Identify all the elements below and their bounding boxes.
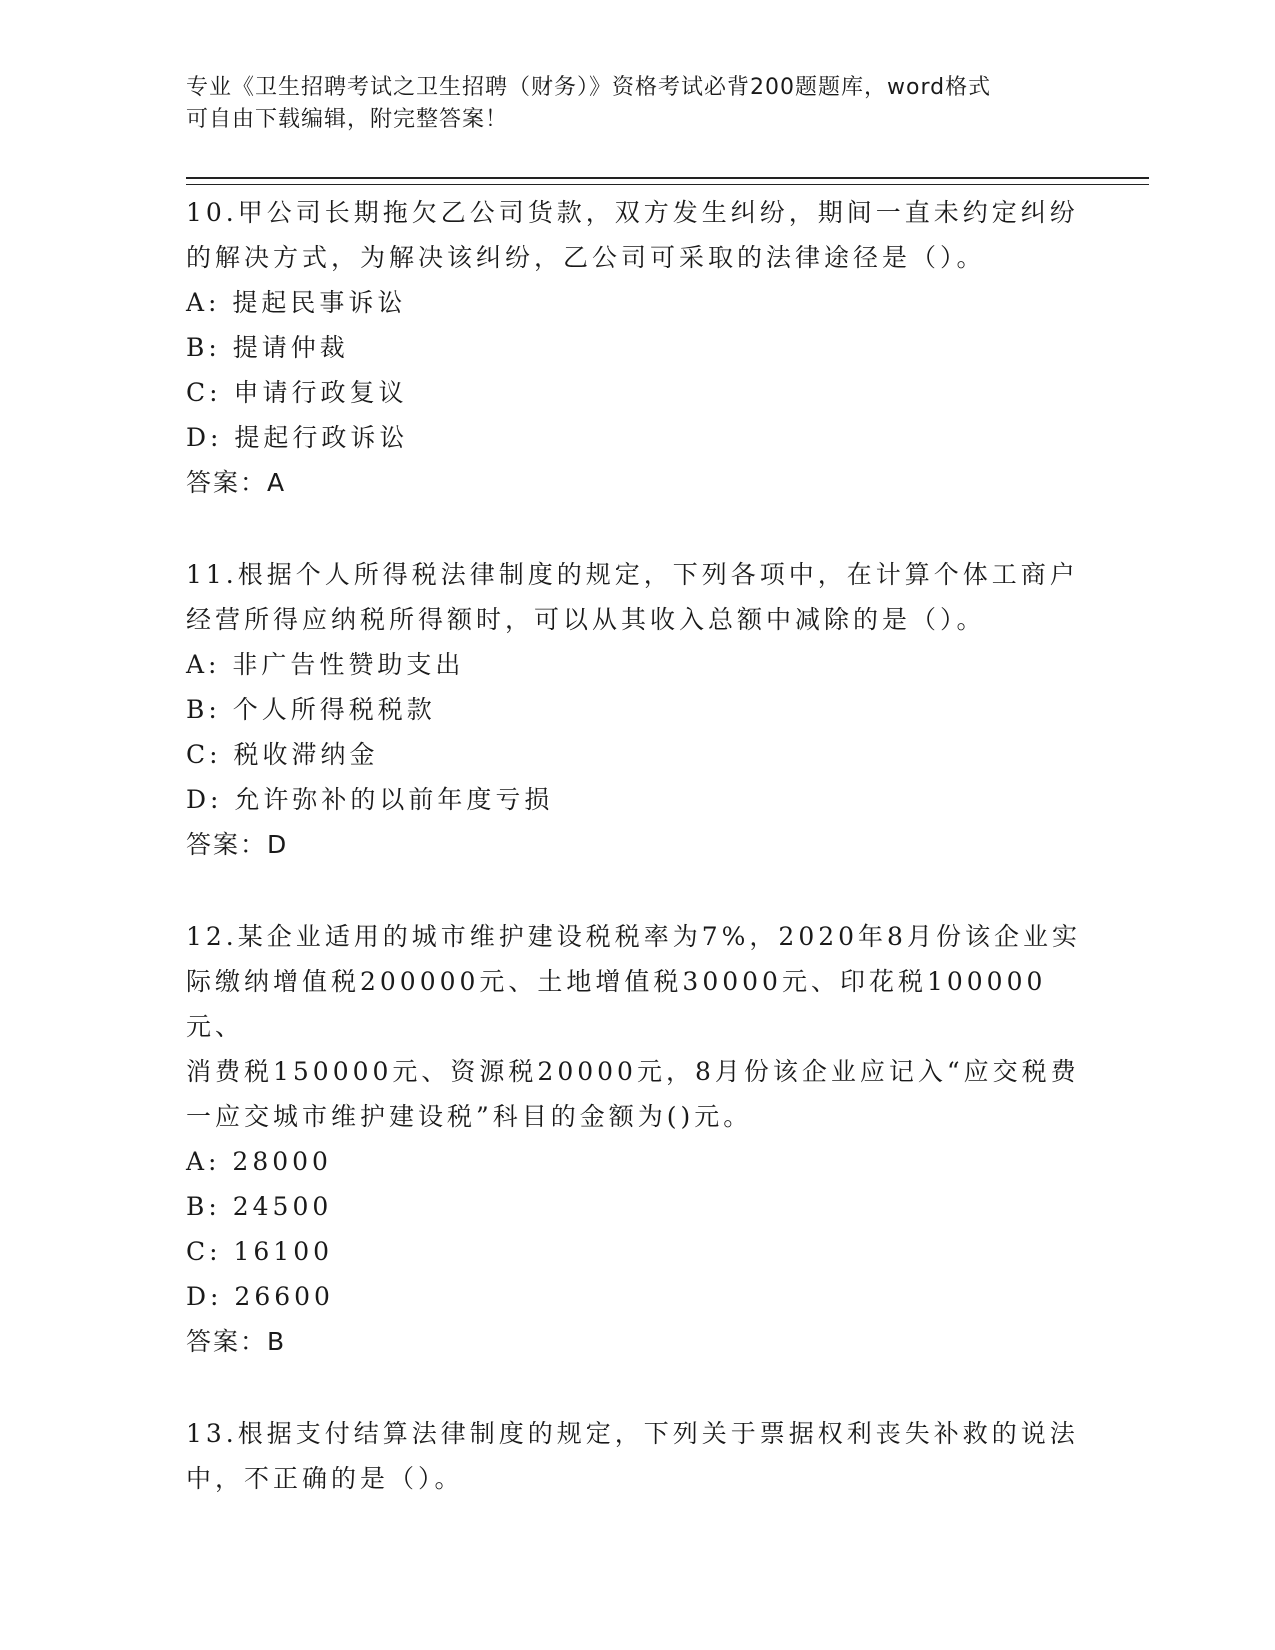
option-b: B: 24500 <box>186 1192 333 1221</box>
question-12 <box>186 914 1086 1364</box>
header-divider-thin <box>186 184 1149 185</box>
option-d: D: 提起行政诉讼 <box>186 423 409 452</box>
option-a: A: 提起民事诉讼 <box>186 288 407 317</box>
question-10 <box>186 190 1086 505</box>
option-c: C: 16100 <box>186 1237 334 1266</box>
question-stem: 10.甲公司长期拖欠乙公司货款，双方发生纠纷，期间一直未约定纠纷 <box>186 198 1079 227</box>
option-c: C: 申请行政复议 <box>186 378 408 407</box>
question-stem: 经营所得应纳税所得额时，可以从其收入总额中减除的是（）。 <box>186 605 986 634</box>
answer: 答案：A <box>186 468 287 497</box>
question-13 <box>186 1411 1086 1501</box>
question-stem: 一应交城市维护建设税”科目的金额为()元。 <box>186 1102 753 1131</box>
option-a: A: 28000 <box>186 1147 332 1176</box>
header-divider-thick <box>186 177 1149 179</box>
question-stem: 12.某企业适用的城市维护建设税税率为7%，2020年8月份该企业实 <box>186 922 1081 951</box>
option-a: A: 非广告性赞助支出 <box>186 650 465 679</box>
answer: 答案：D <box>186 830 289 859</box>
option-c: C: 税收滞纳金 <box>186 740 379 769</box>
question-11 <box>186 552 1086 867</box>
question-stem: 13.根据支付结算法律制度的规定，下列关于票据权利丧失补救的说法 <box>186 1419 1079 1448</box>
option-d: D: 允许弥补的以前年度亏损 <box>186 785 554 814</box>
question-stem: 11.根据个人所得税法律制度的规定，下列各项中，在计算个体工商户 <box>186 560 1079 589</box>
header-line-1: 专业《卫生招聘考试之卫生招聘（财务）》资格考试必背200题题库，word格式 <box>186 75 992 100</box>
header-line-2: 可自由下载编辑，附完整答案！ <box>186 107 509 132</box>
answer: 答案：B <box>186 1327 287 1356</box>
question-stem: 际缴纳增值税200000元、土地增值税30000元、印花税100000元、 <box>186 967 1047 1041</box>
question-stem: 的解决方式，为解决该纠纷，乙公司可采取的法律途径是（）。 <box>186 243 986 272</box>
question-stem: 中，不正确的是（）。 <box>186 1464 464 1493</box>
option-b: B: 提请仲裁 <box>186 333 349 362</box>
question-stem: 消费税150000元、资源税20000元，8月份该企业应记入“应交税费 <box>186 1057 1080 1086</box>
option-b: B: 个人所得税税款 <box>186 695 436 724</box>
document-header <box>186 72 1066 136</box>
option-d: D: 26600 <box>186 1282 334 1311</box>
question-list <box>186 190 1086 1501</box>
